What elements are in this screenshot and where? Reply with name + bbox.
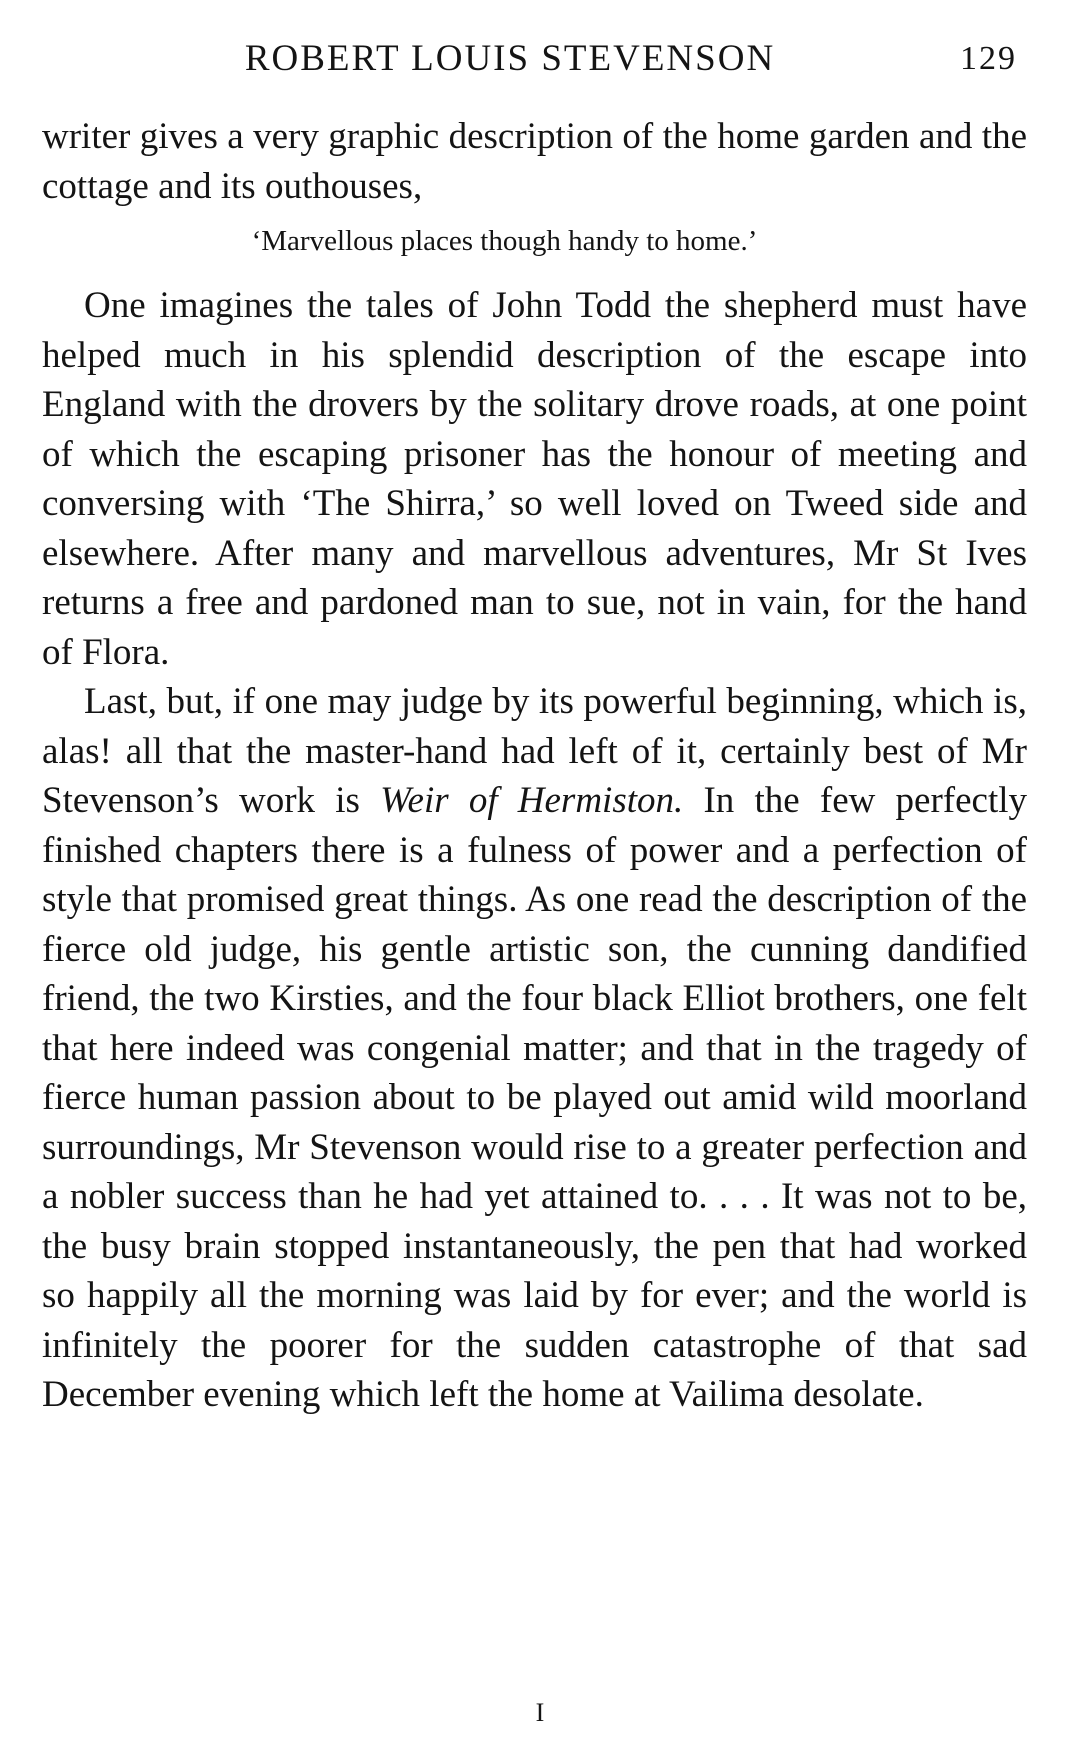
epigraph-quote: ‘Marvellous places though handy to home.’ (251, 225, 758, 257)
paragraph-continued: writer gives a very graphic description of the home garden and the cottage and its outhouses, (42, 116, 1027, 207)
signature-mark: I (535, 1698, 545, 1727)
paragraph-st-ives: One imagines the tales of John Todd the shepherd must have helped much in his splendid description of the escape into England with the drovers by the solitary drove roads, at one point of which the escaping prisoner has the honour of meeting and conversing with ‘The Shirra,’ so well loved on Tweed side and elsewhere. After many and marvellous adventures, Mr St Ives returns a free and pardoned man to sue, not in vain, for the hand of Flora. (42, 285, 1027, 673)
paragraph-text-end: In the few perfectly finished chapters there is a fulness of power and a perfection of style that promised great things. As one read the description of the fierce old judge, his gentle artistic son, the cunning dandified friend, the two Kirsties, and the four black Elliot brothers, one felt that here indeed was congenial matter; and that in the tragedy of fierce human passion about to be played out amid wild moorland surroundings, Mr Stevenson would rise to a greater perfection and a nobler success than he had yet attained to. . . . It was not to be, the busy brain stopped instantaneously, the pen that had worked so happily all the morning was laid by for ever; and the world is infinitely the poorer for the sudden catastrophe of that sad December evening which left the home at Vailima desolate. (42, 780, 1027, 1415)
running-head-title: ROBERT LOUIS STEVENSON (244, 38, 776, 79)
book-title-italic: Weir of Hermiston. (380, 780, 684, 821)
body-text (42, 112, 1027, 1420)
page-number: 129 (960, 40, 1017, 77)
running-head (42, 34, 1037, 84)
paragraph-text-start: Last, but, if one may judge by its powerful beginning, which is, alas! all that the master-hand had left of it, certainly best of Mr Stevenson’s work is (42, 681, 1027, 821)
paragraph-weir-of-hermiston (42, 677, 1027, 1420)
